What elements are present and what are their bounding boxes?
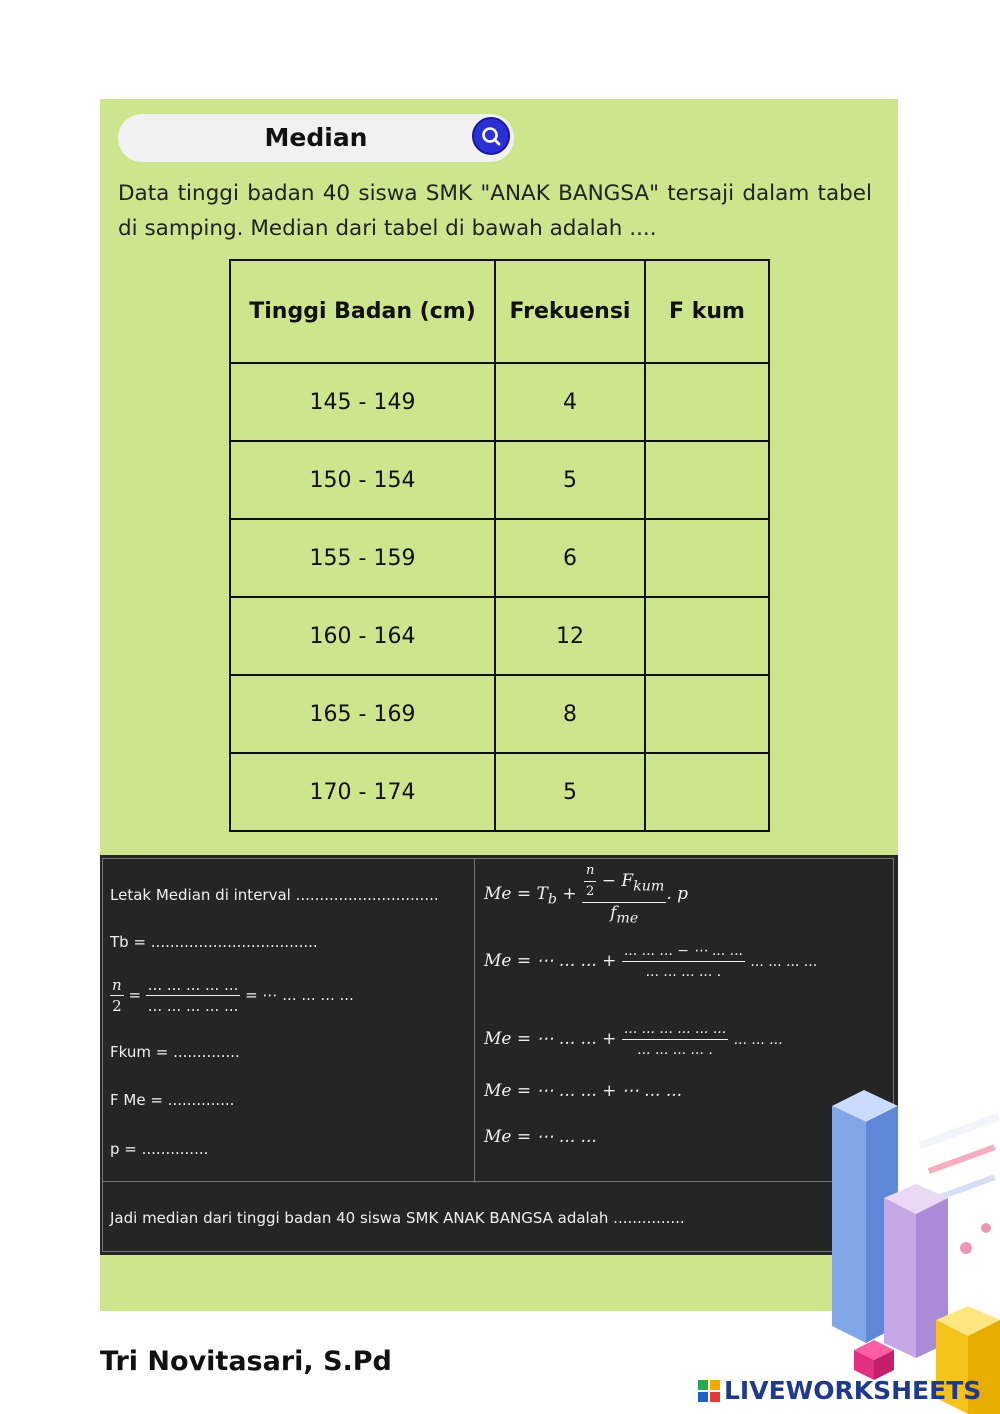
conclusion-field[interactable]: Jadi median dari tinggi badan 40 siswa SMK ANAK BANGSA adalah ............... bbox=[110, 1209, 685, 1227]
fkum-input-cell[interactable] bbox=[645, 441, 769, 519]
author-name: Tri Novitasari, S.Pd bbox=[100, 1346, 392, 1377]
answer-box bbox=[100, 855, 898, 1255]
header-height: Tinggi Badan (cm) bbox=[230, 260, 495, 363]
fkum-input-cell[interactable] bbox=[645, 753, 769, 831]
search-button[interactable] bbox=[472, 117, 510, 155]
step-2-tail: ... ... ... bbox=[733, 1032, 783, 1048]
frequency-cell: 5 bbox=[495, 753, 645, 831]
interval-cell: 145 - 149 bbox=[230, 363, 495, 441]
title-pill bbox=[118, 114, 514, 162]
header-frequency: Frekuensi bbox=[495, 260, 645, 363]
fkum-input-cell[interactable] bbox=[645, 597, 769, 675]
frequency-cell: 12 bbox=[495, 597, 645, 675]
liveworksheets-watermark: LIVEWORKSHEETS bbox=[724, 1376, 982, 1405]
step-4-field[interactable]: Me = ⋯ ... ... bbox=[484, 1127, 597, 1147]
row-divider bbox=[102, 1181, 894, 1182]
table-row bbox=[230, 519, 769, 597]
step-1-lead: Me = ⋯ ... ... + bbox=[484, 951, 617, 971]
frequency-cell: 4 bbox=[495, 363, 645, 441]
median-formula: $Me = T_b$ + $\frac{n}{2}$ − $F_{kum}$ $f_{me}$ . p bbox=[484, 863, 689, 927]
n-half-fraction: $\frac{... ... ... ... ...}{... ... ... ... ...}$ bbox=[147, 976, 239, 1015]
step-2-fraction: $\frac{... ... ... ... ... ...}{... ... ... ... .}$ bbox=[623, 1021, 727, 1058]
n-half-field[interactable]: $\frac{n}{2}$ = $\frac{... ... ... ... ...}{... ... ... ... ...}$ = ⋯ ... ... ... ... bbox=[112, 976, 354, 1015]
step-3-field[interactable]: Me = ⋯ ... ... + ⋯ ... ... bbox=[484, 1081, 683, 1101]
step-2-lead: Me = ⋯ ... ... + bbox=[484, 1029, 617, 1049]
liveworksheets-logo-icon bbox=[698, 1380, 722, 1404]
table-row bbox=[230, 363, 769, 441]
frequency-cell: 6 bbox=[495, 519, 645, 597]
fkum-input-cell[interactable] bbox=[645, 675, 769, 753]
fme-field[interactable]: F Me = .............. bbox=[110, 1091, 235, 1109]
interval-cell: 155 - 159 bbox=[230, 519, 495, 597]
fkum-input-cell[interactable] bbox=[645, 519, 769, 597]
step-1-field[interactable] bbox=[484, 941, 817, 982]
search-icon bbox=[480, 125, 502, 147]
n-over-2: $\frac{n}{2}$ bbox=[112, 976, 122, 1015]
formula-lead: Me = T bbox=[484, 884, 548, 905]
fkum-input-cell[interactable] bbox=[645, 363, 769, 441]
table-row bbox=[230, 597, 769, 675]
table-row bbox=[230, 441, 769, 519]
header-cumulative: F kum bbox=[645, 260, 769, 363]
table-row bbox=[230, 675, 769, 753]
step-1-tail: ... ... ... ... bbox=[750, 954, 818, 970]
column-divider bbox=[474, 858, 475, 1183]
median-interval-field[interactable]: Letak Median di interval .............................. bbox=[110, 886, 439, 904]
step-1-fraction: $\frac{... ... ... - \cdots ... ...}{... ... ... ... .}$ bbox=[623, 943, 743, 980]
fkum-field[interactable]: Fkum = .............. bbox=[110, 1043, 240, 1061]
interval-cell: 150 - 154 bbox=[230, 441, 495, 519]
n-half-result: = ⋯ ... ... ... ... bbox=[245, 986, 354, 1004]
page-title: Median bbox=[264, 123, 368, 152]
frequency-cell: 5 bbox=[495, 441, 645, 519]
step-2-field[interactable] bbox=[484, 1019, 783, 1060]
p-field[interactable]: p = .............. bbox=[110, 1140, 209, 1158]
table-row bbox=[230, 753, 769, 831]
interval-cell: 165 - 169 bbox=[230, 675, 495, 753]
bar-chart-illustration bbox=[826, 1088, 1000, 1414]
frequency-table bbox=[229, 259, 770, 832]
question-text: Data tinggi badan 40 siswa SMK "ANAK BANGSA" tersaji dalam tabel di samping. Median dari tabel di bawah adalah .... bbox=[118, 181, 872, 241]
frequency-cell: 8 bbox=[495, 675, 645, 753]
table-header-row bbox=[230, 260, 769, 363]
tb-field[interactable]: Tb = ................................... bbox=[110, 933, 318, 951]
formula-fraction: $\frac{n}{2}$ − $F_{kum}$ $f_{me}$ bbox=[582, 861, 666, 928]
interval-cell: 160 - 164 bbox=[230, 597, 495, 675]
interval-cell: 170 - 174 bbox=[230, 753, 495, 831]
